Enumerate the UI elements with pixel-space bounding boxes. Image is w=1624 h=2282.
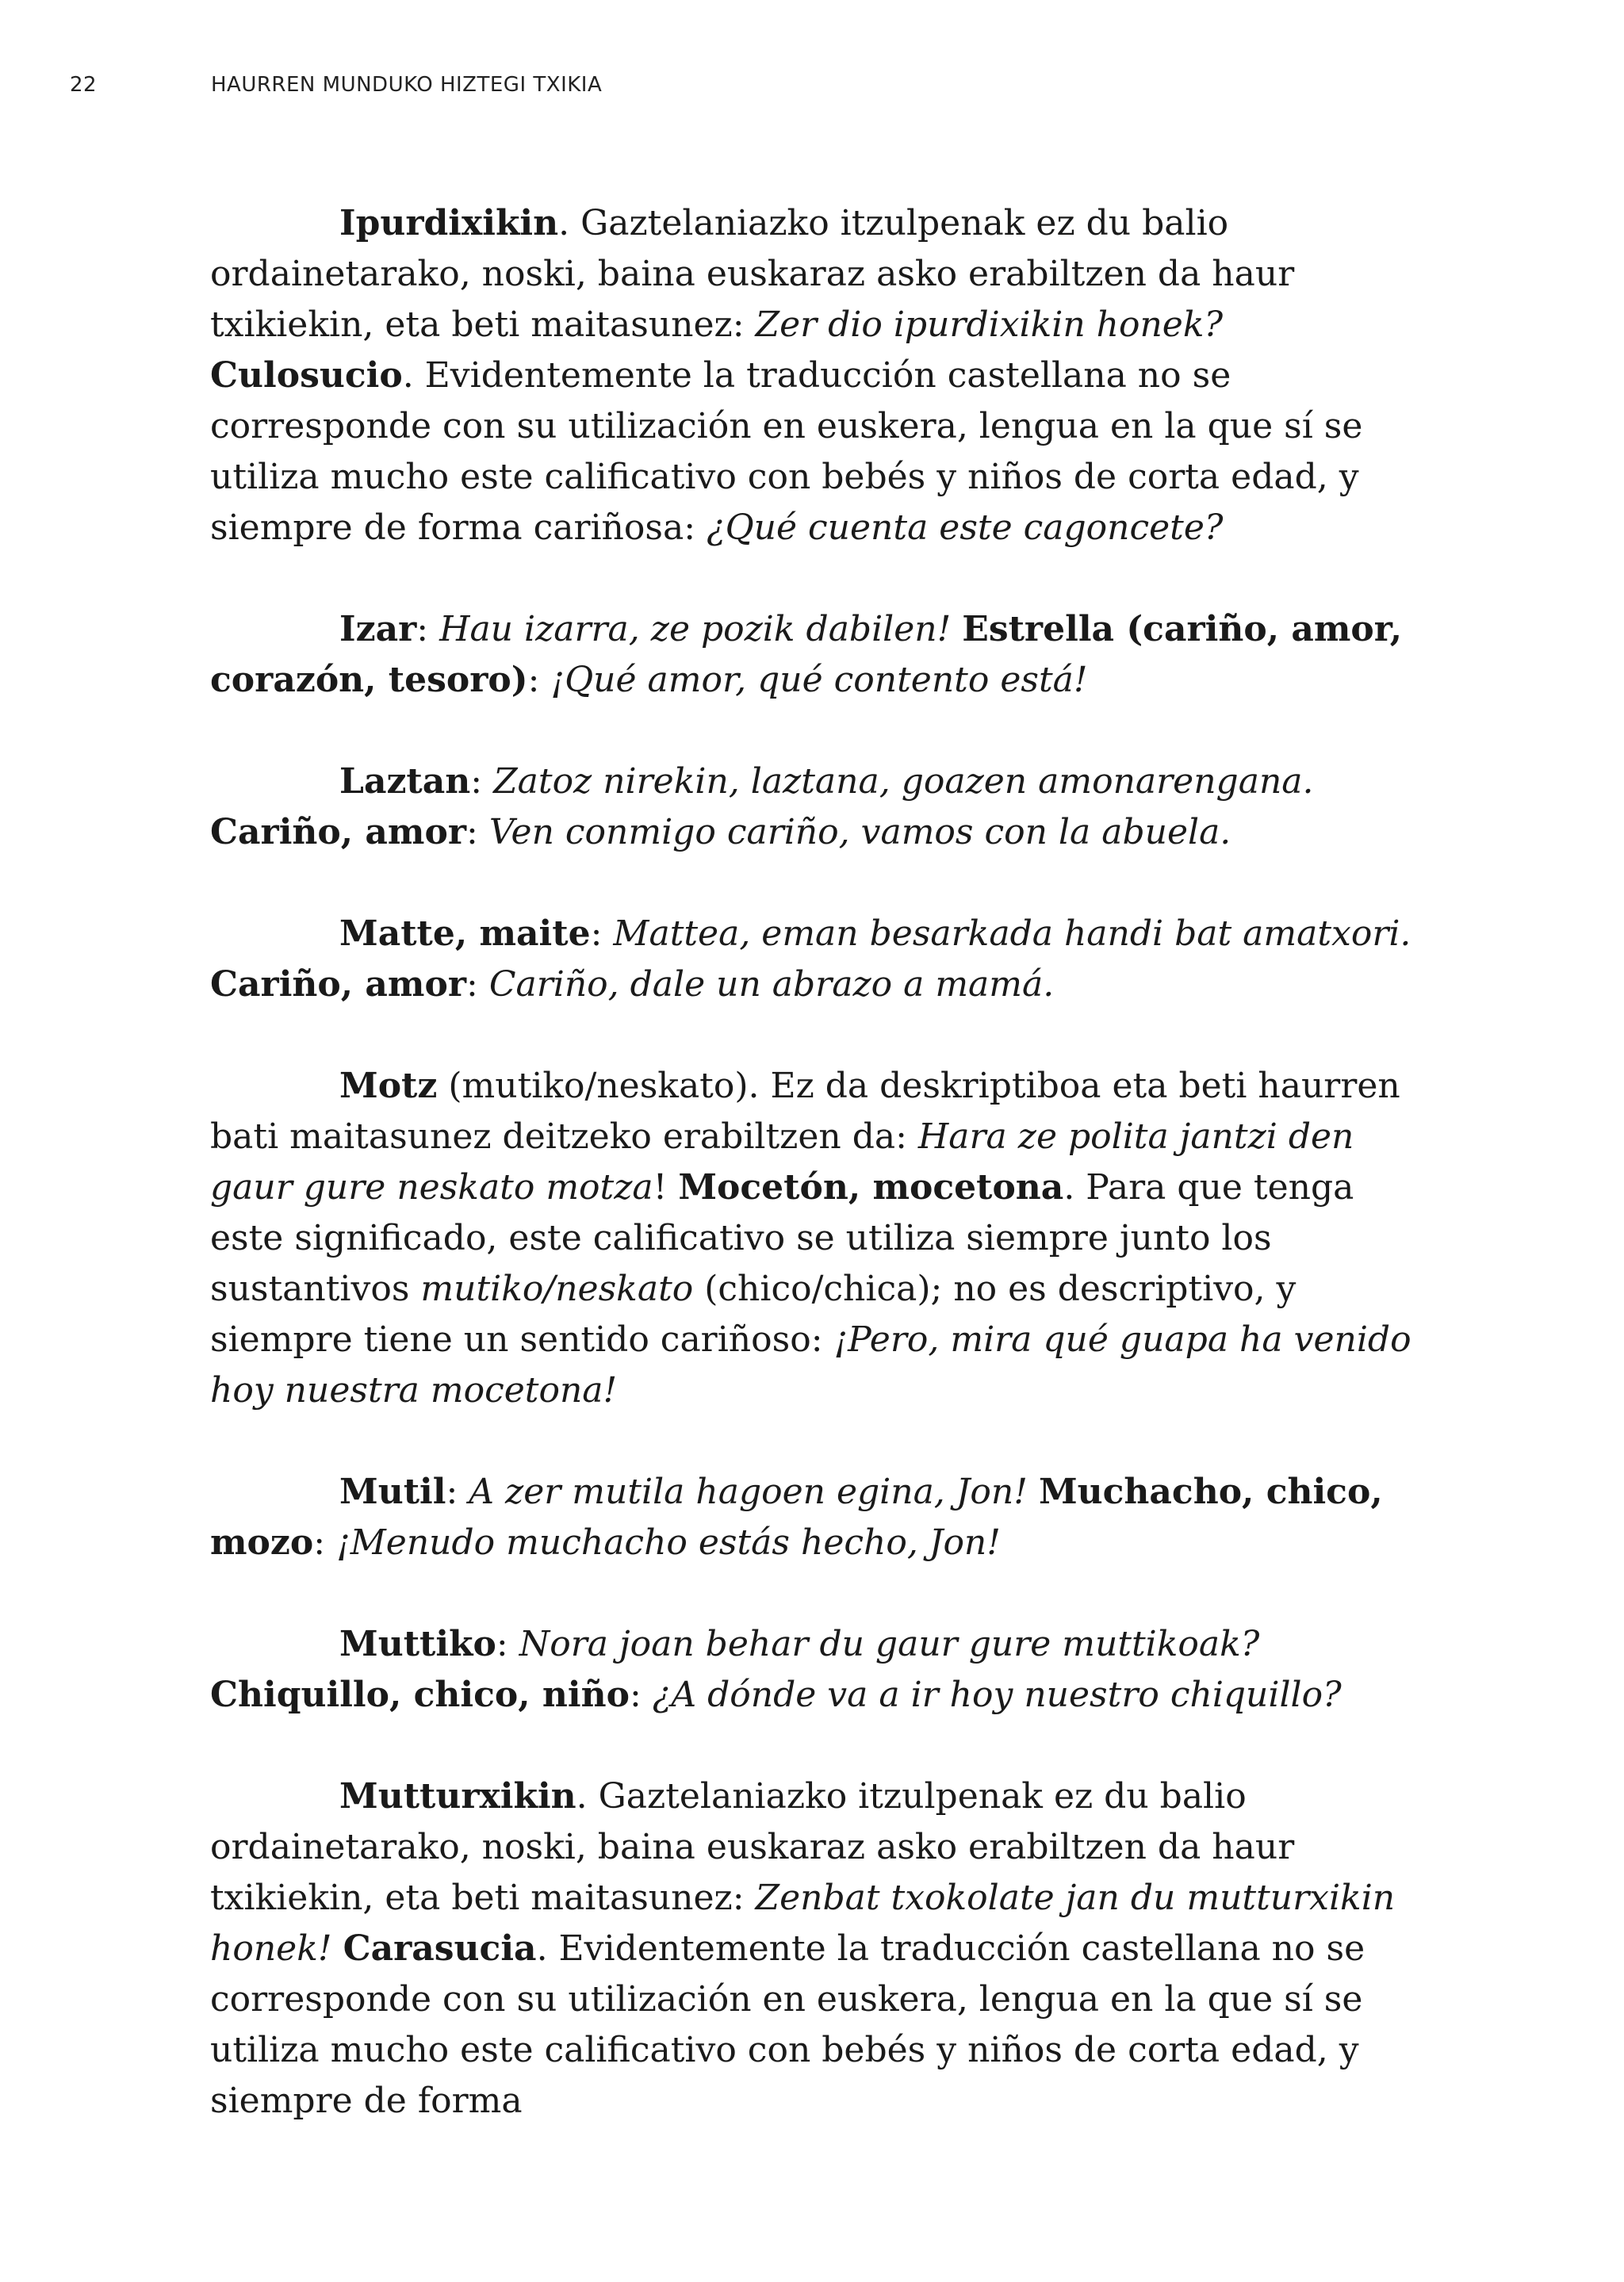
example-sentence: Ven conmigo cariño, vamos con la abuela.	[488, 812, 1231, 852]
entry-text: :	[496, 1624, 519, 1664]
entry-text: :	[466, 964, 489, 1005]
entry-text: :	[470, 761, 494, 802]
example-sentence: mutiko/neskato	[420, 1269, 694, 1309]
entry-text: !	[653, 1167, 679, 1208]
example-sentence: Cariño, dale un abrazo a mamá.	[488, 964, 1055, 1005]
entry-text	[332, 1928, 343, 1969]
example-sentence: A zer mutila hagoen egina, Jon!	[469, 1472, 1028, 1512]
glossary-entry-muttiko	[210, 1619, 1435, 1721]
entry-text: . Evidentemente la traducción castellana no se corresponde con su utilización en euskera, lengua en la que sí se utiliza mucho este calificativo con bebés y niños de corta edad, y siempre de forma	[210, 1928, 1365, 2121]
entry-term: Izar	[339, 609, 417, 649]
entry-text: :	[590, 913, 614, 954]
running-title: HAURREN MUNDUKO HIZTEGI TXIKIA	[211, 73, 603, 97]
entry-term: Carasucia	[343, 1928, 537, 1969]
entry-term: Culosucio	[210, 355, 403, 396]
entry-text: . Para que tenga este significado, este calificativo se utiliza siempre junto los sustantivos	[210, 1167, 1354, 1309]
entry-text: :	[527, 660, 551, 700]
glossary-entry-izar	[210, 604, 1435, 706]
example-sentence: Hara ze polita jantzi den gaur gure neskato motza	[210, 1116, 1354, 1208]
glossary-body	[210, 198, 1435, 2177]
entry-term: Muttiko	[339, 1624, 496, 1664]
entry-term: Laztan	[339, 761, 471, 802]
entry-term: Mocetón, mocetona	[678, 1167, 1064, 1208]
example-sentence: Hau izarra, ze pozik dabilen!	[439, 609, 952, 649]
entry-term: Motz	[339, 1066, 438, 1106]
entry-term: Muchacho, chico, mozo	[210, 1472, 1383, 1563]
entry-text: (chico/chica); no es descriptivo, y siempre tiene un sentido cariñoso:	[210, 1269, 1297, 1360]
example-sentence: ¡Qué amor, qué contento está!	[550, 660, 1088, 700]
entry-text: :	[466, 812, 489, 852]
example-sentence: ¡Pero, mira qué guapa ha venido hoy nuestra mocetona!	[210, 1319, 1411, 1411]
glossary-entry-matte-maite	[210, 909, 1435, 1010]
entry-text: . Gaztelaniazko itzulpenak ez du balio ordainetarako, noski, baina euskaraz asko erabiltzen da haur txikiekin, eta beti maitasunez:	[210, 1776, 1295, 1918]
entry-term: Mutil	[339, 1472, 446, 1512]
example-sentence: ¡Menudo muchacho estás hecho, Jon!	[336, 1522, 1001, 1563]
entry-term: Matte, maite	[339, 913, 591, 954]
example-sentence: Nora joan behar du gaur gure muttikoak?	[519, 1624, 1260, 1664]
entry-text: :	[416, 609, 440, 649]
entry-term: Chiquillo, chico, niño	[210, 1675, 630, 1715]
entry-text	[1028, 1472, 1039, 1512]
entry-term: Mutturxikin	[339, 1776, 576, 1817]
example-sentence: Zenbat txokolate jan du mutturxikin honek!	[210, 1878, 1396, 1969]
entry-term: Cariño, amor	[210, 964, 466, 1005]
example-sentence: Mattea, eman besarkada handi bat amatxori.	[613, 913, 1411, 954]
glossary-entry-motz	[210, 1061, 1435, 1416]
glossary-entry-ipurdixikin	[210, 198, 1435, 553]
example-sentence: ¿Qué cuenta este cagoncete?	[707, 507, 1224, 548]
entry-text: :	[313, 1522, 337, 1563]
entry-text	[951, 609, 962, 649]
example-sentence: Zatoz nirekin, laztana, goazen amonarengana.	[493, 761, 1314, 802]
glossary-entry-mutturxikin	[210, 1771, 1435, 2127]
example-sentence: ¿A dónde va a ir hoy nuestro chiquillo?	[652, 1675, 1342, 1715]
entry-text: . Gaztelaniazko itzulpenak ez du balio ordainetarako, noski, baina euskaraz asko erabiltzen da haur txikiekin, eta beti maitasunez:	[210, 203, 1295, 345]
entry-term: Estrella (cariño, amor, corazón, tesoro)	[210, 609, 1403, 700]
entry-text: :	[446, 1472, 469, 1512]
entry-text: :	[629, 1675, 653, 1715]
entry-term: Ipurdixikin	[339, 203, 559, 243]
example-sentence: Zer dio ipurdixikin honek?	[755, 304, 1224, 345]
entry-term: Cariño, amor	[210, 812, 466, 852]
entry-text: (mutiko/neskato). Ez da deskriptiboa eta beti haurren bati maitasunez deitzeko erabiltzen da:	[210, 1066, 1400, 1157]
entry-text: . Evidentemente la traducción castellana no se corresponde con su utilización en euskera, lengua en la que sí se utiliza mucho este calificativo con bebés y niños de corta edad, y siempre de forma cariñosa:	[210, 355, 1363, 548]
glossary-entry-mutil	[210, 1467, 1435, 1568]
page-number: 22	[70, 73, 98, 97]
glossary-entry-laztan	[210, 756, 1435, 858]
